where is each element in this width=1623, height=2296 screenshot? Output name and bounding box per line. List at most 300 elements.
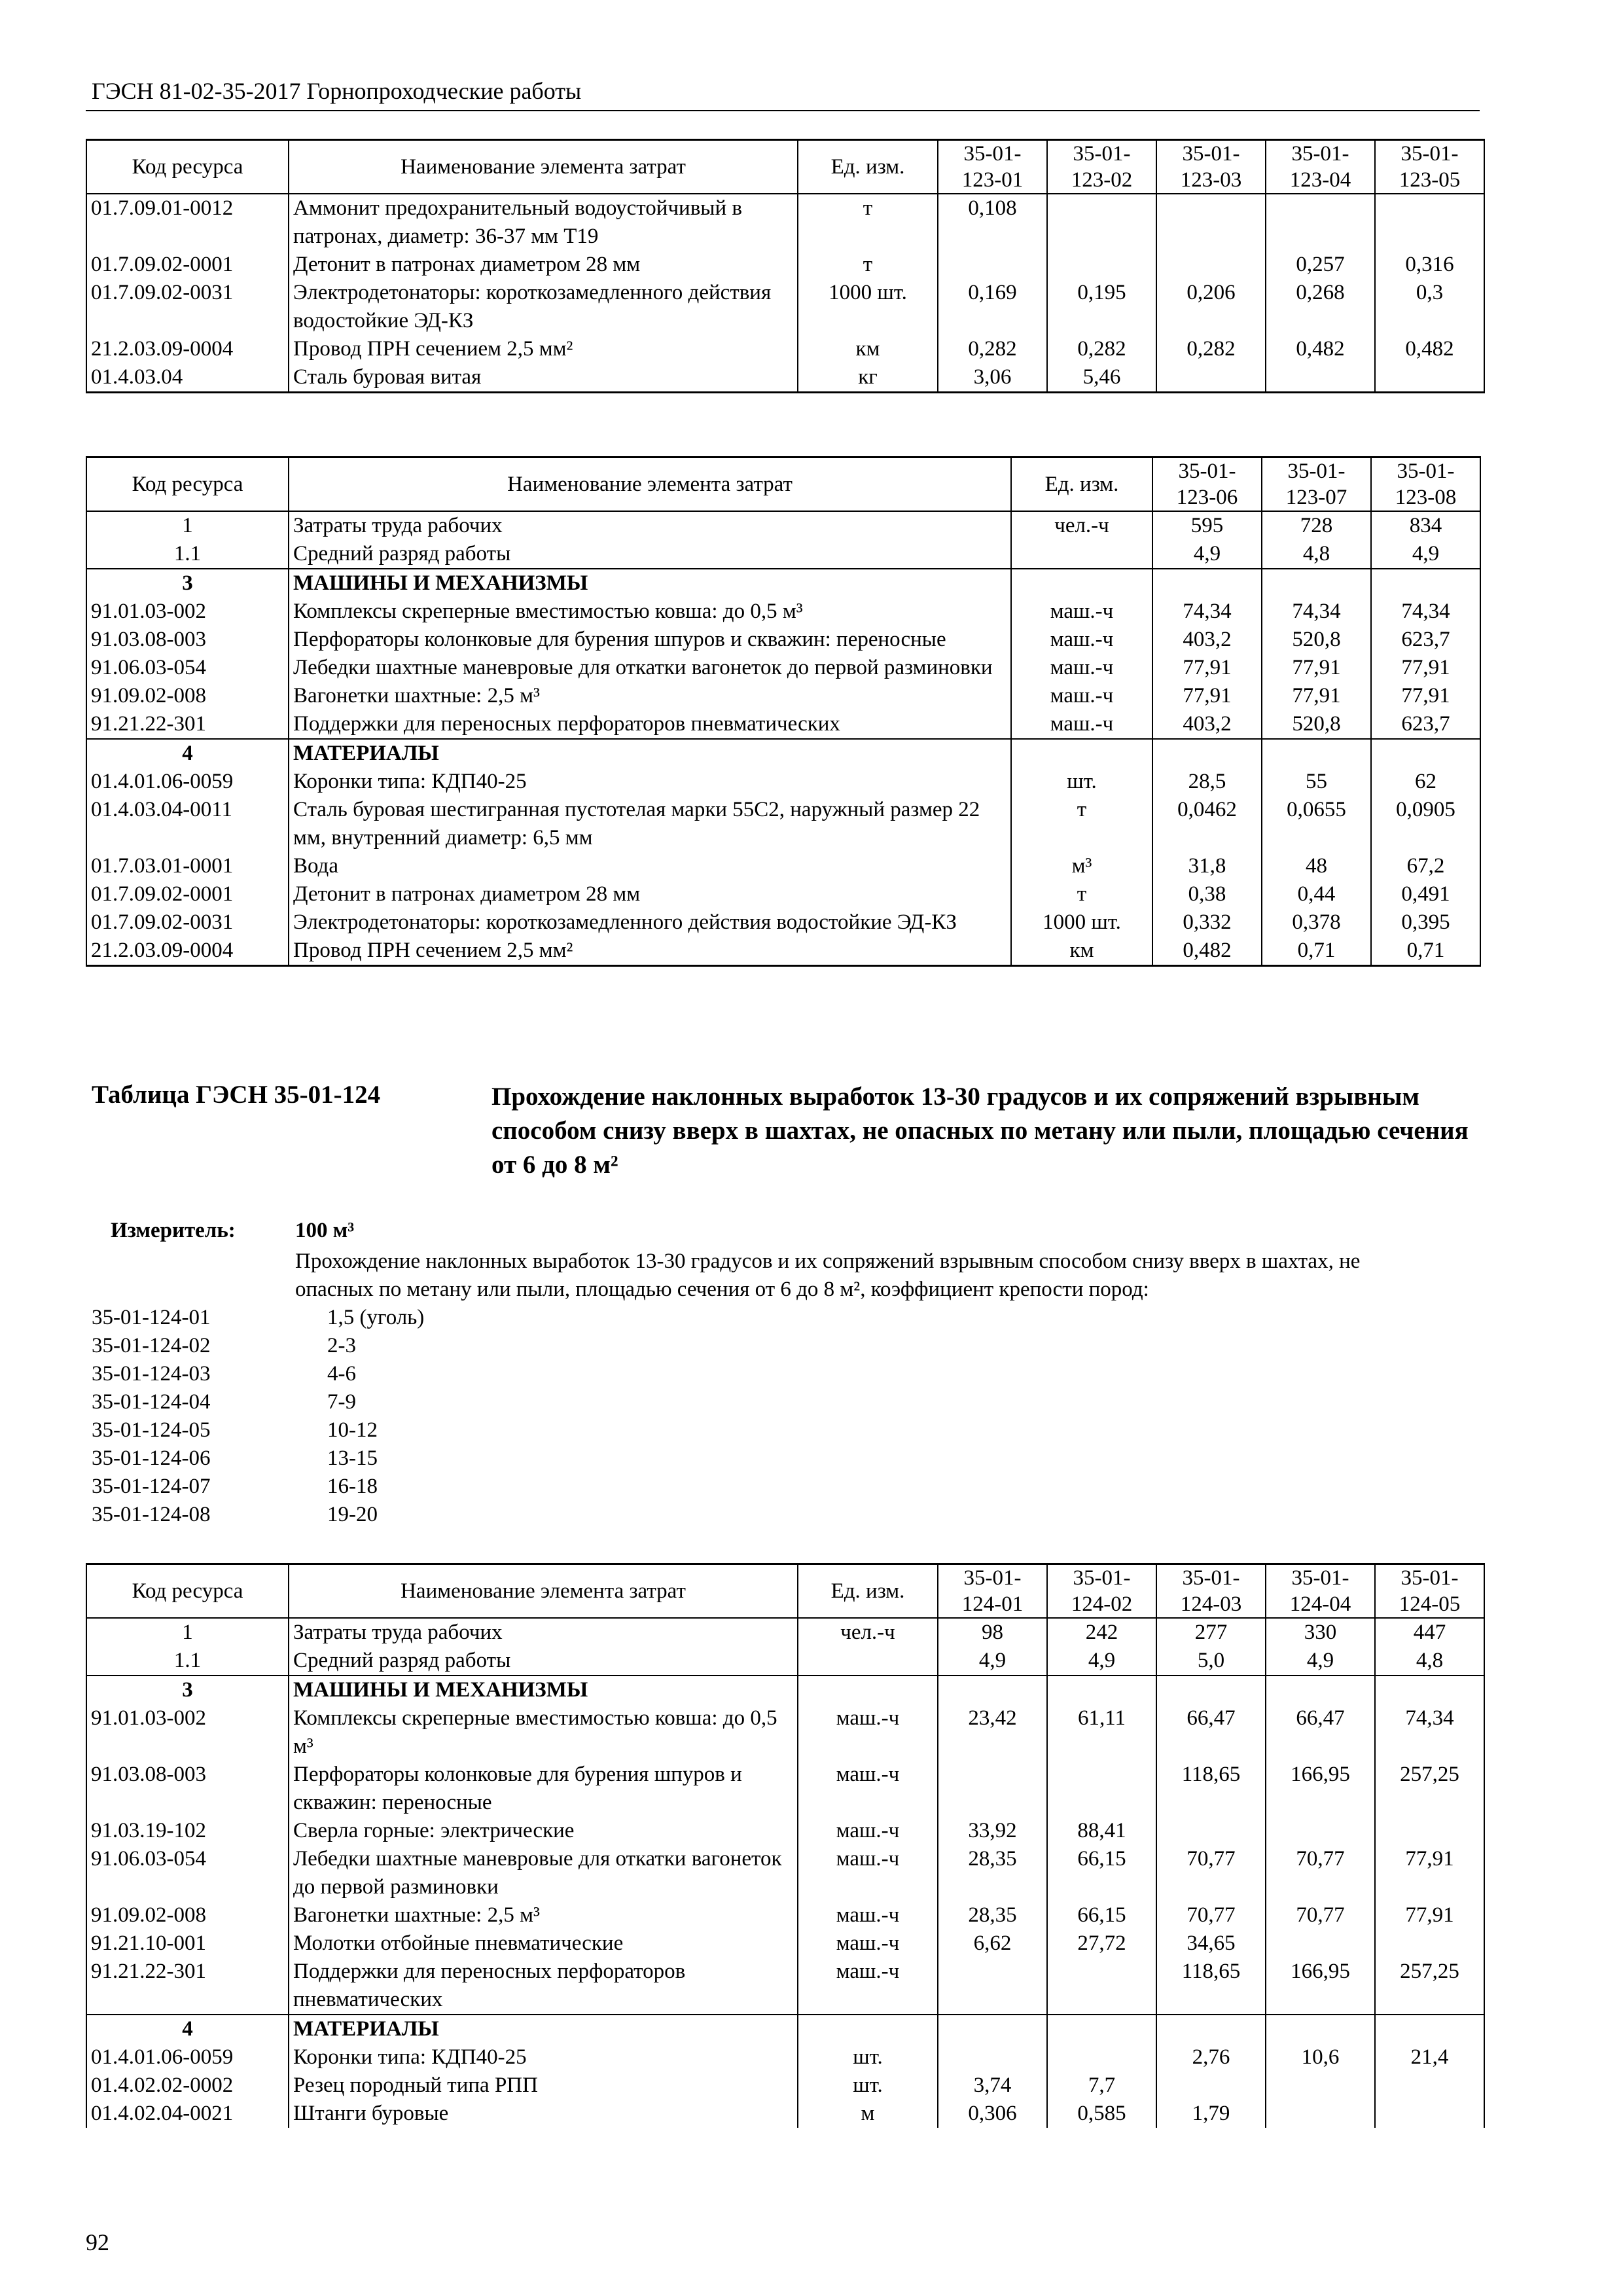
- norm-code: 35-01-124-06: [92, 1446, 211, 1470]
- table-row: [86, 1618, 1484, 1647]
- resource-code: 4: [86, 739, 289, 768]
- table-row: [86, 363, 1484, 393]
- header-norm-code: 35-01- 123-05: [1375, 140, 1484, 194]
- resource-name: Вагонетки шахтные: 2,5 м³: [289, 1901, 798, 1929]
- norm-value: 21,4: [1375, 2043, 1484, 2072]
- unit: [798, 1647, 938, 1676]
- header-norm-code: 35-01- 124-05: [1375, 1564, 1484, 1619]
- resource-code: 91.03.08-003: [86, 1761, 289, 1817]
- norm-value: [1375, 2100, 1484, 2128]
- norm-code: 35-01-124-08: [92, 1503, 211, 1526]
- resource-name: МАШИНЫ И МЕХАНИЗМЫ: [289, 569, 1011, 598]
- norm-value: 74,34: [1152, 598, 1262, 626]
- norm-value: 0,378: [1262, 908, 1371, 937]
- resource-name: Электродетонаторы: короткозамедленного действия водостойкие ЭД-КЗ: [289, 908, 1011, 937]
- resource-code: 91.21.22-301: [86, 1958, 289, 2015]
- header-unit: Ед. изм.: [1011, 457, 1152, 512]
- resource-code: 01.4.01.06-0059: [86, 768, 289, 796]
- resource-name: Поддержки для переносных перфораторов пневматических: [289, 710, 1011, 739]
- norm-value: 4,9: [1047, 1647, 1156, 1676]
- table-row: [86, 654, 1480, 682]
- table-row: [86, 540, 1480, 569]
- table-row: [86, 569, 1480, 598]
- norm-code: 35-01-124-02: [92, 1334, 211, 1357]
- table-row: [86, 682, 1480, 710]
- resource-code: 01.7.03.01-0001: [86, 852, 289, 880]
- norm-value: 98: [938, 1618, 1047, 1647]
- norm-value: 257,25: [1375, 1761, 1484, 1817]
- resource-name: Сталь буровая витая: [289, 363, 798, 393]
- norm-value: [1047, 2043, 1156, 2072]
- unit: маш.-ч: [798, 1761, 938, 1817]
- norm-value: 623,7: [1371, 626, 1480, 654]
- norm-value: [938, 1761, 1047, 1817]
- unit: 1000 шт.: [1011, 908, 1152, 937]
- unit: маш.-ч: [798, 1958, 938, 2015]
- norm-value: [1156, 1817, 1266, 1845]
- resource-name: Коронки типа: КДП40-25: [289, 2043, 798, 2072]
- unit: маш.-ч: [798, 1817, 938, 1845]
- norm-value: 66,47: [1156, 1704, 1266, 1761]
- code-list-item: [92, 1388, 424, 1416]
- code-list-item: [92, 1304, 424, 1332]
- norm-value: 67,2: [1371, 852, 1480, 880]
- norm-value: 4,9: [1266, 1647, 1375, 1676]
- norm-value: 48: [1262, 852, 1371, 880]
- resource-code: 91.09.02-008: [86, 682, 289, 710]
- code-list-item: [92, 1501, 424, 1529]
- norm-value: [1375, 2015, 1484, 2043]
- resource-name: Вагонетки шахтные: 2,5 м³: [289, 682, 1011, 710]
- norm-value: 0,282: [1156, 335, 1266, 363]
- header-norm-code: 35-01- 123-03: [1156, 140, 1266, 194]
- norm-value: 70,77: [1266, 1901, 1375, 1929]
- hardness-value: 16-18: [327, 1475, 378, 1498]
- norm-value: [1156, 1676, 1266, 1704]
- resource-code: 01.7.09.01-0012: [86, 194, 289, 251]
- unit: кг: [798, 363, 938, 393]
- table-row: [86, 1958, 1484, 2015]
- norm-value: 0,0905: [1371, 796, 1480, 852]
- norm-value: 0,482: [1375, 335, 1484, 363]
- norm-value: [1371, 739, 1480, 768]
- header-unit: Ед. изм.: [798, 140, 938, 194]
- resource-name: Провод ПРН сечением 2,5 мм²: [289, 937, 1011, 966]
- resource-code: 01.7.09.02-0001: [86, 880, 289, 908]
- table-row: [86, 251, 1484, 279]
- norm-value: 0,482: [1266, 335, 1375, 363]
- norm-value: [1266, 363, 1375, 393]
- unit: маш.-ч: [1011, 710, 1152, 739]
- unit: маш.-ч: [798, 1901, 938, 1929]
- norm-value: [1152, 569, 1262, 598]
- resource-code: 91.01.03-002: [86, 1704, 289, 1761]
- table-row: [86, 768, 1480, 796]
- table-row: [86, 937, 1480, 966]
- hardness-value: 2-3: [327, 1334, 356, 1357]
- unit: [1011, 569, 1152, 598]
- norm-value: 77,91: [1371, 682, 1480, 710]
- norm-value: 0,206: [1156, 279, 1266, 335]
- unit: маш.-ч: [798, 1929, 938, 1958]
- norm-value: 0,306: [938, 2100, 1047, 2128]
- norm-value: 0,332: [1152, 908, 1262, 937]
- resource-name: Молотки отбойные пневматические: [289, 1929, 798, 1958]
- unit: м³: [1011, 852, 1152, 880]
- resource-name: Затраты труда рабочих: [289, 511, 1011, 540]
- norm-value: [1047, 2015, 1156, 2043]
- norm-value: 66,15: [1047, 1845, 1156, 1901]
- norm-value: [1156, 251, 1266, 279]
- norm-value: 257,25: [1375, 1958, 1484, 2015]
- resource-name: Средний разряд работы: [289, 540, 1011, 569]
- table-row: [86, 511, 1480, 540]
- header-name: Наименование элемента затрат: [289, 1564, 798, 1619]
- hardness-value: 4-6: [327, 1362, 356, 1386]
- norm-value: 4,8: [1262, 540, 1371, 569]
- norm-value: 28,35: [938, 1901, 1047, 1929]
- code-list-item: [92, 1360, 424, 1388]
- norm-value: [938, 251, 1047, 279]
- resource-code: 91.01.03-002: [86, 598, 289, 626]
- norm-value: 70,77: [1266, 1845, 1375, 1901]
- hardness-value: 1,5 (уголь): [327, 1306, 425, 1329]
- norm-value: 66,47: [1266, 1704, 1375, 1761]
- norm-code: 35-01-124-01: [92, 1306, 211, 1329]
- norm-value: [938, 2043, 1047, 2072]
- norm-value: 4,9: [1152, 540, 1262, 569]
- norm-value: 4,8: [1375, 1647, 1484, 1676]
- resource-name: МАШИНЫ И МЕХАНИЗМЫ: [289, 1676, 798, 1704]
- norm-value: 0,316: [1375, 251, 1484, 279]
- hardness-value: 7-9: [327, 1390, 356, 1414]
- norm-value: [1152, 739, 1262, 768]
- resource-name: Детонит в патронах диаметром 28 мм: [289, 251, 798, 279]
- resource-code: 21.2.03.09-0004: [86, 937, 289, 966]
- norm-value: 88,41: [1047, 1817, 1156, 1845]
- code-list-item: [92, 1473, 424, 1501]
- header-code: Код ресурса: [86, 457, 289, 512]
- resource-code: 01.4.01.06-0059: [86, 2043, 289, 2072]
- unit: км: [798, 335, 938, 363]
- header-name: Наименование элемента затрат: [289, 140, 798, 194]
- norm-value: 23,42: [938, 1704, 1047, 1761]
- norm-value: 118,65: [1156, 1958, 1266, 2015]
- norm-value: 55: [1262, 768, 1371, 796]
- unit: маш.-ч: [798, 1704, 938, 1761]
- running-header: ГЭСН 81-02-35-2017 Горнопроходческие работы: [92, 78, 582, 104]
- norm-value: 31,8: [1152, 852, 1262, 880]
- norm-value: 74,34: [1375, 1704, 1484, 1761]
- resource-table-123-06-08: [86, 456, 1481, 967]
- norm-value: 74,34: [1371, 598, 1480, 626]
- resource-name: Затраты труда рабочих: [289, 1618, 798, 1647]
- norm-value: 70,77: [1156, 1845, 1266, 1901]
- norm-value: 520,8: [1262, 626, 1371, 654]
- page-number: 92: [86, 2229, 109, 2255]
- resource-code: 4: [86, 2015, 289, 2043]
- resource-name: Перфораторы колонковые для бурения шпуров и скважин: переносные: [289, 626, 1011, 654]
- table-row: [86, 194, 1484, 251]
- norm-value: 242: [1047, 1618, 1156, 1647]
- table-row: [86, 626, 1480, 654]
- header-divider: [86, 110, 1480, 111]
- norm-value: [1266, 2100, 1375, 2128]
- norm-value: 0,71: [1262, 937, 1371, 966]
- norm-value: [1375, 1676, 1484, 1704]
- resource-code: 91.06.03-054: [86, 1845, 289, 1901]
- norm-value: [1047, 1676, 1156, 1704]
- norm-value: 33,92: [938, 1817, 1047, 1845]
- resource-code: 1: [86, 511, 289, 540]
- table-row: [86, 598, 1480, 626]
- resource-name: Средний разряд работы: [289, 1647, 798, 1676]
- norm-value: 7,7: [1047, 2072, 1156, 2100]
- norm-value: 0,169: [938, 279, 1047, 335]
- resource-name: Лебедки шахтные маневровые для откатки вагонеток до первой разминовки: [289, 1845, 798, 1901]
- norm-value: [1266, 1676, 1375, 1704]
- table-row: [86, 2072, 1484, 2100]
- norm-value: 0,257: [1266, 251, 1375, 279]
- norm-value: [938, 1676, 1047, 1704]
- unit: шт.: [1011, 768, 1152, 796]
- table-row: [86, 880, 1480, 908]
- norm-value: 6,62: [938, 1929, 1047, 1958]
- meter-label: Измеритель:: [111, 1219, 236, 1242]
- norm-value: 77,91: [1152, 682, 1262, 710]
- norm-value: 277: [1156, 1618, 1266, 1647]
- norm-value: 3,06: [938, 363, 1047, 393]
- norm-value: 0,491: [1371, 880, 1480, 908]
- norm-value: 403,2: [1152, 710, 1262, 739]
- norm-value: [1375, 1817, 1484, 1845]
- norm-value: 62: [1371, 768, 1480, 796]
- resource-name: Аммонит предохранительный водоустойчивый в патронах, диаметр: 36-37 мм Т19: [289, 194, 798, 251]
- unit: т: [1011, 880, 1152, 908]
- norm-value: 166,95: [1266, 1761, 1375, 1817]
- norm-value: 330: [1266, 1618, 1375, 1647]
- norm-value: [1047, 1761, 1156, 1817]
- table-row: [86, 739, 1480, 768]
- norm-value: 595: [1152, 511, 1262, 540]
- resource-code: 91.06.03-054: [86, 654, 289, 682]
- unit: [798, 2015, 938, 2043]
- resource-code: 91.09.02-008: [86, 1901, 289, 1929]
- header-unit: Ед. изм.: [798, 1564, 938, 1619]
- norm-value: 0,0462: [1152, 796, 1262, 852]
- header-norm-code: 35-01- 123-06: [1152, 457, 1262, 512]
- resource-name: Сталь буровая шестигранная пустотелая марки 55С2, наружный размер 22 мм, внутренний диаметр: 6,5 мм: [289, 796, 1011, 852]
- resource-code: 01.7.09.02-0031: [86, 279, 289, 335]
- norm-value: 0,44: [1262, 880, 1371, 908]
- resource-name: Комплексы скреперные вместимостью ковша: до 0,5 м³: [289, 598, 1011, 626]
- code-list-item: [92, 1416, 424, 1444]
- meter-description: Прохождение наклонных выработок 13-30 градусов и их сопряжений взрывным способом снизу вверх в шахтах, не опасных по метану или пыли, площадью сечения от 6 до 8 м², коэффициент крепости пород:: [295, 1249, 1361, 1301]
- unit: [798, 1676, 938, 1704]
- norm-value: 0,585: [1047, 2100, 1156, 2128]
- norm-value: 623,7: [1371, 710, 1480, 739]
- unit: 1000 шт.: [798, 279, 938, 335]
- norm-value: 118,65: [1156, 1761, 1266, 1817]
- hardness-value: 13-15: [327, 1446, 378, 1470]
- table-row: [86, 1647, 1484, 1676]
- norm-value: 2,76: [1156, 2043, 1266, 2072]
- resource-name: Поддержки для переносных перфораторов пневматических: [289, 1958, 798, 2015]
- resource-code: 21.2.03.09-0004: [86, 335, 289, 363]
- header-row: [86, 1564, 1484, 1619]
- norm-value: [1375, 363, 1484, 393]
- norm-value: [1047, 251, 1156, 279]
- resource-name: Штанги буровые: [289, 2100, 798, 2128]
- norm-value: 74,34: [1262, 598, 1371, 626]
- header-row: [86, 140, 1484, 194]
- norm-code: 35-01-124-05: [92, 1418, 211, 1442]
- unit: км: [1011, 937, 1152, 966]
- resource-code: 01.7.09.02-0031: [86, 908, 289, 937]
- resource-code: 91.21.22-301: [86, 710, 289, 739]
- resource-code: 3: [86, 1676, 289, 1704]
- norm-value: [1266, 194, 1375, 251]
- norm-value: 403,2: [1152, 626, 1262, 654]
- resource-name: Сверла горные: электрические: [289, 1817, 798, 1845]
- resource-table-124-01-05: [86, 1563, 1485, 2128]
- code-list: [92, 1304, 424, 1529]
- resource-code: 01.4.03.04-0011: [86, 796, 289, 852]
- resource-code: 01.4.02.04-0021: [86, 2100, 289, 2128]
- norm-value: 1,79: [1156, 2100, 1266, 2128]
- norm-value: 10,6: [1266, 2043, 1375, 2072]
- resource-code: 3: [86, 569, 289, 598]
- unit: маш.-ч: [1011, 682, 1152, 710]
- unit: маш.-ч: [1011, 598, 1152, 626]
- norm-value: [1047, 1958, 1156, 2015]
- norm-value: 166,95: [1266, 1958, 1375, 2015]
- header-norm-code: 35-01- 123-07: [1262, 457, 1371, 512]
- norm-value: 77,91: [1152, 654, 1262, 682]
- norm-value: [938, 1958, 1047, 2015]
- norm-value: 77,91: [1262, 682, 1371, 710]
- unit: чел.-ч: [1011, 511, 1152, 540]
- norm-value: 0,38: [1152, 880, 1262, 908]
- norm-value: 61,11: [1047, 1704, 1156, 1761]
- table-row: [86, 1704, 1484, 1761]
- norm-value: [1156, 2015, 1266, 2043]
- norm-value: [1156, 194, 1266, 251]
- resource-name: Электродетонаторы: короткозамедленного действия водостойкие ЭД-КЗ: [289, 279, 798, 335]
- resource-name: МАТЕРИАЛЫ: [289, 2015, 798, 2043]
- resource-name: Провод ПРН сечением 2,5 мм²: [289, 335, 798, 363]
- resource-name: Вода: [289, 852, 1011, 880]
- norm-value: 28,35: [938, 1845, 1047, 1901]
- norm-value: 77,91: [1371, 654, 1480, 682]
- resource-code: 1.1: [86, 1647, 289, 1676]
- norm-value: 5,0: [1156, 1647, 1266, 1676]
- norm-value: 70,77: [1156, 1901, 1266, 1929]
- norm-value: [1375, 2072, 1484, 2100]
- header-norm-code: 35-01- 123-01: [938, 140, 1047, 194]
- resource-name: Резец породный типа РПП: [289, 2072, 798, 2100]
- table-row: [86, 1817, 1484, 1845]
- norm-value: 447: [1375, 1618, 1484, 1647]
- resource-name: Комплексы скреперные вместимостью ковша: до 0,5 м³: [289, 1704, 798, 1761]
- unit: т: [1011, 796, 1152, 852]
- code-list-item: [92, 1332, 424, 1360]
- norm-value: 3,74: [938, 2072, 1047, 2100]
- header-norm-code: 35-01- 124-01: [938, 1564, 1047, 1619]
- unit: шт.: [798, 2043, 938, 2072]
- resource-code: 01.7.09.02-0001: [86, 251, 289, 279]
- norm-code: 35-01-124-07: [92, 1475, 211, 1498]
- table-row: [86, 1676, 1484, 1704]
- hardness-value: 19-20: [327, 1503, 378, 1526]
- table-row: [86, 1929, 1484, 1958]
- hardness-value: 10-12: [327, 1418, 378, 1442]
- norm-value: [1262, 569, 1371, 598]
- resource-table-123-01-05: [86, 139, 1485, 393]
- unit: чел.-ч: [798, 1618, 938, 1647]
- table-row: [86, 1761, 1484, 1817]
- norm-value: [1375, 194, 1484, 251]
- norm-value: 4,9: [938, 1647, 1047, 1676]
- header-code: Код ресурса: [86, 1564, 289, 1619]
- header-norm-code: 35-01- 123-02: [1047, 140, 1156, 194]
- norm-value: [1375, 1929, 1484, 1958]
- unit: маш.-ч: [798, 1845, 938, 1901]
- norm-value: [1266, 1929, 1375, 1958]
- resource-code: 91.03.08-003: [86, 626, 289, 654]
- resource-name: МАТЕРИАЛЫ: [289, 739, 1011, 768]
- table-row: [86, 1845, 1484, 1901]
- meter-value: 100 м³: [295, 1219, 355, 1242]
- header-norm-code: 35-01- 123-08: [1371, 457, 1480, 512]
- table-row: [86, 852, 1480, 880]
- norm-value: 27,72: [1047, 1929, 1156, 1958]
- norm-value: 5,46: [1047, 363, 1156, 393]
- norm-value: 34,65: [1156, 1929, 1266, 1958]
- norm-value: 834: [1371, 511, 1480, 540]
- norm-value: 4,9: [1371, 540, 1480, 569]
- table-row: [86, 908, 1480, 937]
- norm-value: 0,268: [1266, 279, 1375, 335]
- table-title: Прохождение наклонных выработок 13-30 градусов и их сопряжений взрывным способом снизу вверх в шахтах, не опасных по метану или пыли, площадью сечения от 6 до 8 м²: [491, 1083, 1469, 1179]
- norm-value: [1156, 2072, 1266, 2100]
- norm-code: 35-01-124-04: [92, 1390, 211, 1414]
- norm-value: [1262, 739, 1371, 768]
- header-row: [86, 457, 1480, 512]
- table-row: [86, 710, 1480, 739]
- resource-code: 01.4.02.02-0002: [86, 2072, 289, 2100]
- norm-value: [1266, 2015, 1375, 2043]
- table-row: [86, 1901, 1484, 1929]
- norm-value: 0,282: [938, 335, 1047, 363]
- table-row: [86, 279, 1484, 335]
- resource-code: 1.1: [86, 540, 289, 569]
- table-code: Таблица ГЭСН 35-01-124: [92, 1081, 381, 1109]
- norm-value: [1156, 363, 1266, 393]
- table-row: [86, 2015, 1484, 2043]
- unit: [1011, 540, 1152, 569]
- resource-name: Перфораторы колонковые для бурения шпуров и скважин: переносные: [289, 1761, 798, 1817]
- header-norm-code: 35-01- 123-04: [1266, 140, 1375, 194]
- header-code: Код ресурса: [86, 140, 289, 194]
- table-row: [86, 796, 1480, 852]
- norm-value: 0,482: [1152, 937, 1262, 966]
- norm-value: [1047, 194, 1156, 251]
- unit: маш.-ч: [1011, 626, 1152, 654]
- resource-code: 91.03.19-102: [86, 1817, 289, 1845]
- unit: т: [798, 251, 938, 279]
- norm-value: 28,5: [1152, 768, 1262, 796]
